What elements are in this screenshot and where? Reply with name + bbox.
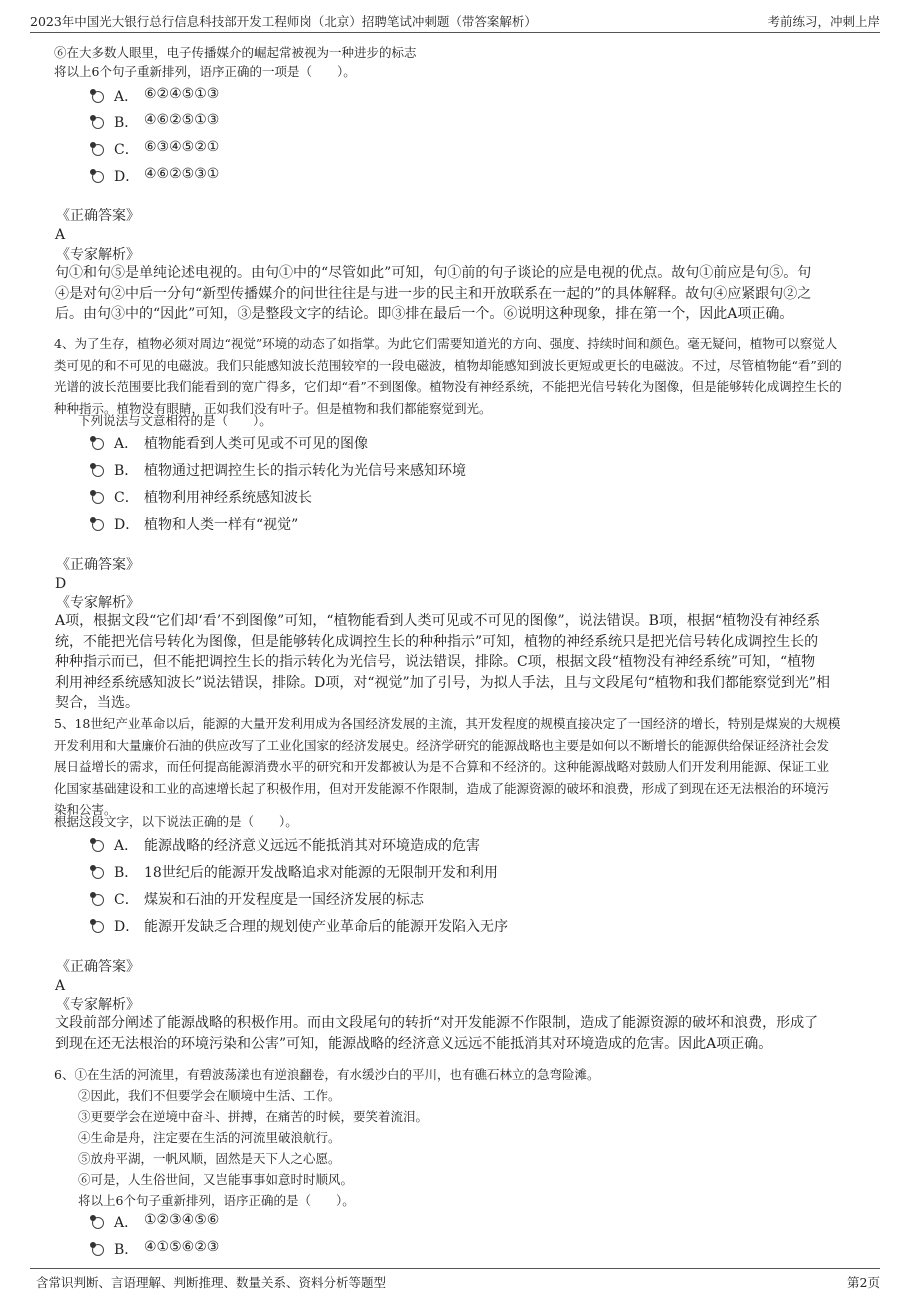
radio-icon[interactable] xyxy=(92,1244,104,1256)
question-passage: 4、为了生存，植物必须对周边“视觉”环境的动态了如指掌。为此它们需要知道光的方向、强度、持续时间和颜色。毫无疑问，植物可以察觉人 类可见的和不可见的电磁波。我们只能感知波长范围较窄的一段电磁波，植物却能感知到波长更短或更长的电磁波。不过，尽管植物能“看”到的 光谱的波长范围要比我们能看到的宽广得多，它们却“看”不到图像。植物没有神经系统，不能把光信号转化为图像，但是能够转化成调控生长的 种种指示。植物没有眼睛，正如我们没有叶子。但是植物和我们都能察觉到光。 xyxy=(54,336,842,416)
sentence-4: ④生命是舟，注定要在生活的河流里破浪航行。 xyxy=(78,1130,341,1145)
answer-value: D xyxy=(55,576,67,592)
option-letter: C． xyxy=(114,892,139,908)
radio-icon[interactable] xyxy=(92,438,104,450)
analysis-text: A项，根据文段“它们却‘看’不到图像”可知，“植物能看到人类可见或不可见的图像”，说法错误。B项，根据“植物没有神经系 统，不能把光信号转化为图像，但是能够转化成调控生长的种种指示”可知，植物的神经系统只是把光信号转化成调控生长的 种种指示而已，但不能把调控生长的指示转化为光信号，说法错误，排除。C项，根据文段“植物没有神经系统”可知，“植物 利用神经系统感知波长”说法错误，排除。D项，对“视觉”加了引号，为拟人手法，且与文段尾句“植物和我们都能察觉到光”相 契合，当选。 xyxy=(55,613,831,711)
sentence-5: ⑤放舟平湖，一帆风顺，固然是天下人之心愿。 xyxy=(78,1151,341,1166)
question-prompt: 下列说法与文意相符的是（ ）。 xyxy=(78,413,272,428)
option-text: 植物能看到人类可见或不可见的图像 xyxy=(144,436,368,452)
sentence-2: ②因此，我们不但要学会在顺境中生活、工作。 xyxy=(78,1088,341,1103)
question-prompt: 根据这段文字，以下说法正确的是（ ）。 xyxy=(54,814,298,829)
radio-icon[interactable] xyxy=(92,867,104,879)
radio-icon[interactable] xyxy=(92,117,104,129)
page-footer xyxy=(30,1268,880,1293)
radio-icon[interactable] xyxy=(92,171,104,183)
answer-value: A xyxy=(55,978,66,994)
option-letter: C． xyxy=(114,490,139,506)
sentence-6: ⑥可是，人生俗世间，又岂能事事如意时时顺风。 xyxy=(78,1172,354,1187)
answer-label: 《正确答案》 xyxy=(56,557,140,573)
option-text: ①②③④⑤⑥ xyxy=(144,1212,220,1228)
option-letter: B． xyxy=(114,865,139,881)
option-text: 植物利用神经系统感知波长 xyxy=(144,490,312,506)
option-text: 能源开发缺乏合理的规划使产业革命后的能源开发陷入无序 xyxy=(144,919,508,935)
question-line: 6、①在生活的河流里，有碧波荡漾也有逆浪翻卷，有水缓沙白的平川，也有礁石林立的急弯险滩。 xyxy=(54,1067,600,1082)
option-text: ④①⑤⑥②③ xyxy=(144,1239,220,1255)
option-text: ④⑥②⑤①③ xyxy=(144,112,220,128)
option-text: ⑥②④⑤①③ xyxy=(144,86,220,102)
radio-icon[interactable] xyxy=(92,840,104,852)
radio-icon[interactable] xyxy=(92,465,104,477)
radio-icon[interactable] xyxy=(92,1217,104,1229)
analysis-text: 句①和句⑤是单纯论述电视的。由句①中的“尽管如此”可知，句①前的句子谈论的应是电视的优点。故句①前应是句⑤。句 ④是对句②中后一分句“新型传播媒介的问世往往是与进一步的民主和开放联系在一起的”的具体解释。故句④应紧跟句②之 后。由句③中的“因此”可知，③是整段文字的结论。即③排在最后一个。⑥说明这种现象，排在第一个，因此A项正确。 xyxy=(55,265,812,322)
analysis-text: 文段前部分阐述了能源战略的积极作用。而由文段尾句的转折“对开发能源不作限制，造成了能源资源的破坏和浪费，形成了 到现在还无法根治的环境污染和公害”可知，能源战略的经济意义远远不能抵消其对环境造成的危害。因此A项正确。 xyxy=(55,1015,819,1052)
option-text: 能源战略的经济意义远远不能抵消其对环境造成的危害 xyxy=(144,838,480,854)
question-prompt: 将以上6个句子重新排列，语序正确的是（ ）。 xyxy=(78,1193,355,1208)
option-text: ⑥③④⑤②① xyxy=(144,139,220,155)
page-number: 第2页 xyxy=(847,1275,880,1290)
option-text: 煤炭和石油的开发程度是一国经济发展的标志 xyxy=(144,892,424,908)
radio-icon[interactable] xyxy=(92,519,104,531)
page-header xyxy=(30,10,880,33)
option-letter: A． xyxy=(114,436,139,452)
answer-label: 《正确答案》 xyxy=(56,959,140,975)
sentence-6: ⑥在大多数人眼里，电子传播媒介的崛起常被视为一种进步的标志 xyxy=(54,45,417,60)
option-text: 植物通过把调控生长的指示转化为光信号来感知环境 xyxy=(144,463,466,479)
radio-icon[interactable] xyxy=(92,144,104,156)
option-letter: A． xyxy=(114,838,139,854)
analysis-label: 《专家解析》 xyxy=(56,997,140,1013)
option-text: 18世纪后的能源开发战略追求对能源的无限制开发和利用 xyxy=(144,865,498,881)
answer-value: A xyxy=(55,227,66,243)
question-prompt: 将以上6个句子重新排列，语序正确的一项是（ ）。 xyxy=(54,64,356,79)
option-letter: D． xyxy=(114,169,140,185)
radio-icon[interactable] xyxy=(92,921,104,933)
option-letter: D． xyxy=(114,919,140,935)
option-letter: B． xyxy=(114,115,139,131)
option-letter: B． xyxy=(114,1242,139,1258)
analysis-label: 《专家解析》 xyxy=(56,247,140,263)
option-text: ④⑥②⑤③① xyxy=(144,166,220,182)
option-letter: B． xyxy=(114,463,139,479)
option-text: 植物和人类一样有“视觉” xyxy=(144,517,299,533)
option-letter: D． xyxy=(114,517,140,533)
option-letter: A． xyxy=(114,1215,139,1231)
document-title: 2023年中国光大银行总行信息科技部开发工程师岗（北京）招聘笔试冲刺题（带答案解析） xyxy=(30,14,537,29)
radio-icon[interactable] xyxy=(92,894,104,906)
option-letter: A． xyxy=(114,89,139,105)
question-passage: 5、18世纪产业革命以后，能源的大量开发利用成为各国经济发展的主流，其开发程度的规模直接决定了一国经济的增长，特别是煤炭的大规模 开发利用和大量廉价石油的供应改写了工业化国家的经济发展史。经济学研究的能源战略也主要是如何以不断增长的能源供给保证经济社会发 展日益增长的需求，而任何提高能源消费水平的研究和开发都被认为是不合算和不经济的。这种能源战略对鼓励人们开发利用能源、保证工业 化国家基础建设和工业的高速增长起了积极作用，但对开发能源不作限制，造成了能源资源的破坏和浪费，形成了到现在还无法根治的环境污 染和公害。 xyxy=(54,716,841,817)
answer-label: 《正确答案》 xyxy=(56,208,140,224)
footer-topics: 含常识判断、言语理解、判断推理、数量关系、资料分析等题型 xyxy=(36,1275,387,1290)
radio-icon[interactable] xyxy=(92,492,104,504)
radio-icon[interactable] xyxy=(92,91,104,103)
analysis-label: 《专家解析》 xyxy=(56,595,140,611)
header-slogan: 考前练习，冲刺上岸 xyxy=(767,14,880,29)
option-letter: C． xyxy=(114,142,139,158)
sentence-3: ③更要学会在逆境中奋斗、拼搏，在痛苦的时候，要笑着流泪。 xyxy=(78,1109,429,1124)
